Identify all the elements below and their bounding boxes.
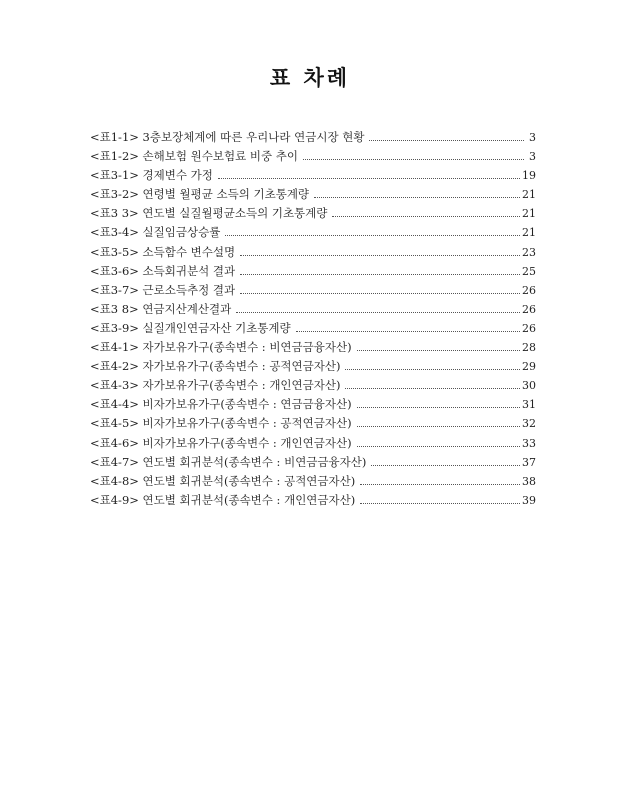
toc-entry-page-number: 31 <box>522 398 536 412</box>
toc-entry-label: <표4-8> 연도별 회귀분석(종속변수 : 공적연금자산) <box>90 473 356 488</box>
toc-entry[interactable] <box>90 492 536 511</box>
toc-entry-page-number: 21 <box>522 226 536 240</box>
dot-leader <box>225 235 520 236</box>
dot-leader <box>303 159 524 160</box>
toc-entry[interactable] <box>90 320 536 339</box>
dot-leader <box>332 216 520 217</box>
toc-entry-page-number: 19 <box>522 169 536 183</box>
toc-entry-page-number: 3 <box>529 131 536 144</box>
toc-entry[interactable] <box>90 224 536 243</box>
toc-entry-label: <표3-5> 소득함수 변수설명 <box>90 244 236 259</box>
dot-leader <box>357 350 520 351</box>
dot-leader <box>236 312 520 313</box>
dot-leader <box>357 426 520 427</box>
toc-entry-label: <표3-2> 연령별 월평균 소득의 기초통계량 <box>90 187 310 202</box>
dot-leader <box>345 388 520 389</box>
toc-entry-page-number: 3 <box>529 150 536 164</box>
dot-leader <box>371 465 520 466</box>
toc-entry[interactable] <box>90 263 536 282</box>
toc-entry[interactable] <box>90 167 536 186</box>
toc-entry-label: <표3-7> 근로소득추정 결과 <box>90 282 236 297</box>
toc-entry-page-number: 33 <box>522 436 536 450</box>
toc-entry-page-number: 26 <box>522 321 536 335</box>
toc-entry[interactable] <box>90 435 536 454</box>
toc-entry-page-number: 29 <box>522 360 536 374</box>
toc-entry[interactable] <box>90 473 536 492</box>
toc-entry[interactable] <box>90 205 536 224</box>
toc-entry-label: <표4-1> 자가보유가구(종속변수 : 비연금금융자산) <box>90 340 352 355</box>
toc-entry-label: <표3-1> 경제변수 가정 <box>90 168 213 183</box>
dot-leader <box>240 293 520 294</box>
dot-leader <box>360 484 520 485</box>
toc-entry[interactable] <box>90 358 536 377</box>
toc-entry-label: <표4-9> 연도별 회귀분석(종속변수 : 개인연금자산) <box>90 492 356 507</box>
page-title: 표 차례 <box>269 65 351 90</box>
toc-entry-label: <표3-4> 실질임금상승률 <box>90 225 221 240</box>
dot-leader <box>345 369 520 370</box>
toc-entry-label: <표4-6> 비자가보유가구(종속변수 : 개인연금자산) <box>90 435 352 450</box>
dot-leader <box>357 446 520 447</box>
toc-entry-page-number: 23 <box>522 245 536 259</box>
toc-entry-label: <표4-3> 자가보유가구(종속변수 : 개인연금자산) <box>90 378 341 393</box>
toc-entry[interactable] <box>90 282 536 301</box>
toc-entry[interactable] <box>90 301 536 320</box>
dot-leader <box>240 255 520 256</box>
toc-entry-label: <표4-4> 비자가보유가구(종속변수 : 연금금융자산) <box>90 397 352 412</box>
toc-entry[interactable] <box>90 396 536 415</box>
toc-entry-label: <표3 8> 연금지산계산결과 <box>90 301 232 316</box>
toc-entry[interactable] <box>90 339 536 358</box>
toc-entry-page-number: 38 <box>522 474 536 488</box>
toc-entry-page-number: 21 <box>522 207 536 221</box>
dot-leader <box>240 274 520 275</box>
dot-leader <box>314 197 520 198</box>
table-of-tables-list <box>90 129 536 511</box>
toc-entry-label: <표3 3> 연도별 실질월평균소득의 기초통계량 <box>90 206 328 221</box>
toc-entry-label: <표4-2> 자가보유가구(종속변수 : 공적연금자산) <box>90 359 341 374</box>
toc-entry-label: <표3-6> 소득회귀분석 결과 <box>90 263 236 278</box>
toc-entry-label: <표1-1> 3층보장체계에 따른 우리나라 연금시장 현황 <box>90 130 365 144</box>
toc-entry[interactable] <box>90 244 536 263</box>
dot-leader <box>218 178 520 179</box>
toc-entry-page-number: 32 <box>522 417 536 431</box>
toc-entry[interactable] <box>90 454 536 473</box>
toc-entry[interactable] <box>90 148 536 167</box>
toc-entry[interactable] <box>90 415 536 434</box>
toc-entry[interactable] <box>90 186 536 205</box>
toc-entry-page-number: 26 <box>522 283 536 297</box>
dot-leader <box>360 503 520 504</box>
toc-entry-page-number: 21 <box>522 188 536 202</box>
toc-entry[interactable] <box>90 129 536 148</box>
dot-leader <box>369 140 524 141</box>
toc-entry-page-number: 30 <box>522 379 536 393</box>
toc-entry-page-number: 37 <box>522 455 536 469</box>
toc-entry-page-number: 28 <box>522 341 536 355</box>
toc-entry-page-number: 25 <box>522 264 536 278</box>
toc-entry-page-number: 26 <box>522 302 536 316</box>
toc-entry-label: <표1-2> 손해보험 원수보험료 비중 추이 <box>90 149 298 164</box>
toc-entry-label: <표3-9> 실질개인연금자산 기초통계량 <box>90 320 291 335</box>
toc-entry[interactable] <box>90 377 536 396</box>
dot-leader <box>296 331 520 332</box>
toc-entry-label: <표4-7> 연도별 회귀분석(종속변수 : 비연금금융자산) <box>90 454 367 469</box>
dot-leader <box>357 407 520 408</box>
toc-entry-page-number: 39 <box>522 493 536 507</box>
toc-entry-label: <표4-5> 비자가보유가구(종속변수 : 공적연금자산) <box>90 416 352 431</box>
